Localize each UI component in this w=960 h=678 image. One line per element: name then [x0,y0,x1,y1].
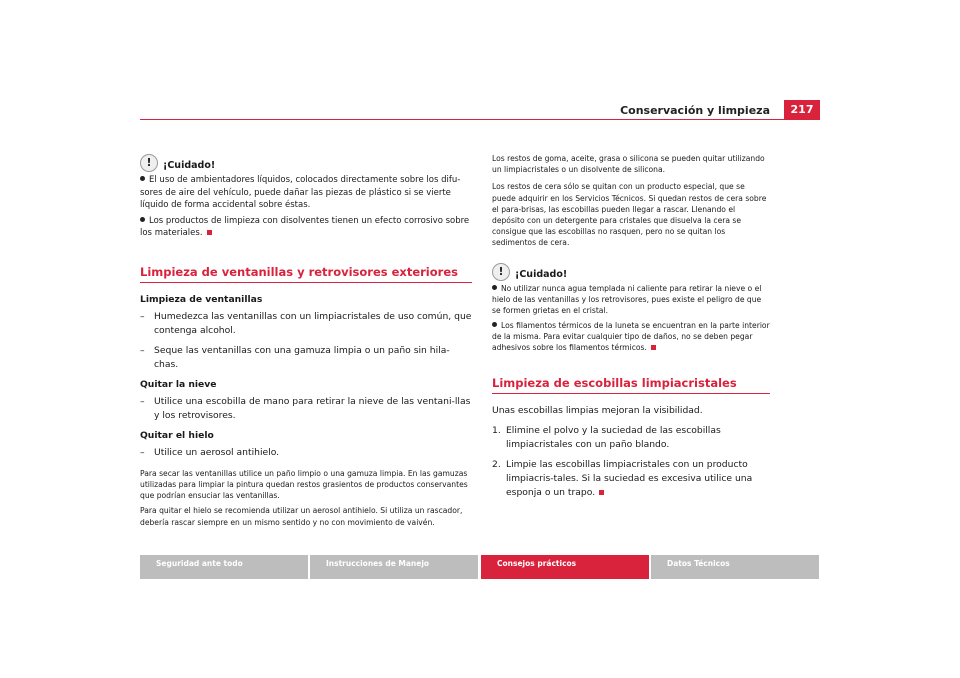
warning-title: ¡Cuidado! [515,268,568,280]
info-paragraph: Los restos de goma, aceite, grasa o silicona se pueden quitar utilizando un limpiacristales o un disolvente de silicona. [492,154,765,175]
header-rule [140,119,820,120]
end-mark-icon [651,345,656,350]
numbered-step: 2. Limpie las escobillas limpiacristales con un producto limpiacris-tales. Si la suciedad es excesiva utilice una esponja o un trapo. [492,458,753,498]
warning-bullet: Los productos de limpieza con disolventes tienen un efecto corrosivo sobre los materiales. [140,215,470,239]
bullet-dot-icon [140,217,145,222]
subheading: Quitar el hielo [140,429,214,441]
footer-tab-consejos[interactable]: Consejos prácticos [481,555,649,579]
warning-title: ¡Cuidado! [163,160,216,171]
numbered-step: 1. Elimine el polvo y la suciedad de las escobillas limpiacristales con un paño blando. [492,424,721,450]
bullet-dot-icon [492,285,497,290]
instruction-item: – Utilice un aerosol antihielo. [140,446,280,458]
section-title: Limpieza de ventanillas y retrovisores exteriores [140,266,472,282]
section-body [492,404,770,500]
footer-tab-instrucciones[interactable]: Instrucciones de Manejo [310,555,478,579]
subheading: Limpieza de ventanillas [140,293,263,305]
chapter-title: Conservación y limpieza [620,104,770,117]
intro-text: Unas escobillas limpias mejoran la visibilidad. [492,404,703,416]
exclamation-circle-icon: ! [140,154,158,172]
footer-tab-seguridad[interactable]: Seguridad ante todo [140,555,308,579]
right-column [492,153,770,500]
section-body [140,293,472,460]
instruction-item: – Humedezca las ventanillas con un limpiacristales de uso común, que contenga alcohol. [140,310,472,336]
left-column [140,156,472,528]
subheading: Quitar la nieve [140,378,217,390]
bullet-dot-icon [140,176,145,181]
note-paragraph: Para secar las ventanillas utilice un paño limpio o una gamuza limpia. En las gamuzas utilizadas para limpiar la pintura quedan restos grasientos de productos conservantes que podrían ensuciar las ventanillas. [140,468,468,501]
exclamation-circle-icon: ! [492,263,510,281]
page-number: 217 [784,100,820,119]
warning-bullet: Los filamentos térmicos de la luneta se encuentran en la parte interior de la misma. Para evitar cualquier tipo de daños, no se deben pegar adhesivos sobre los filamentos térmicos. [492,320,770,353]
warning-heading [492,264,770,281]
bullet-dot-icon [492,322,497,327]
instruction-item: – Seque las ventanillas con una gamuza limpia o un paño sin hila-chas. [140,344,450,370]
warning-bullet: No utilizar nunca agua templada ni caliente para retirar la nieve o el hielo de las ventanillas y los retrovisores, pues existe el peligro de que se formen grietas en el cristal. [492,284,762,316]
end-mark-icon [599,490,604,495]
warning-heading [140,156,472,172]
end-mark-icon [207,230,212,235]
note-paragraph: Para quitar el hielo se recomienda utilizar un aerosol antihielo. Si utiliza un rascador, debería rascar siempre en un mismo sentido y no con movimiento de vaivén. [140,506,463,527]
warning-bullet: El uso de ambientadores líquidos, colocados directamente sobre los difu-sores de aire del vehículo, puede dañar las piezas de plástico si se vierte líquido de forma accidental sobre éstas. [140,175,461,211]
footer-tab-datos[interactable]: Datos Técnicos [651,555,819,579]
section-title: Limpieza de escobillas limpiacristales [492,377,770,393]
info-paragraph: Los restos de cera sólo se quitan con un producto especial, que se puede adquirir en los Servicios Técnicos. Si quedan restos de cera sobre el para-brisas, las escobillas pueden llegar a rascar. Llenando el depósito con un detergente para cristales que disuelva la cera se consigue que las escobillas no rasquen, pero no se quitan los sedimentos de cera. [492,182,767,248]
instruction-item: – Utilice una escobilla de mano para retirar la nieve de las ventani-llas y los retrovisores. [140,395,471,421]
